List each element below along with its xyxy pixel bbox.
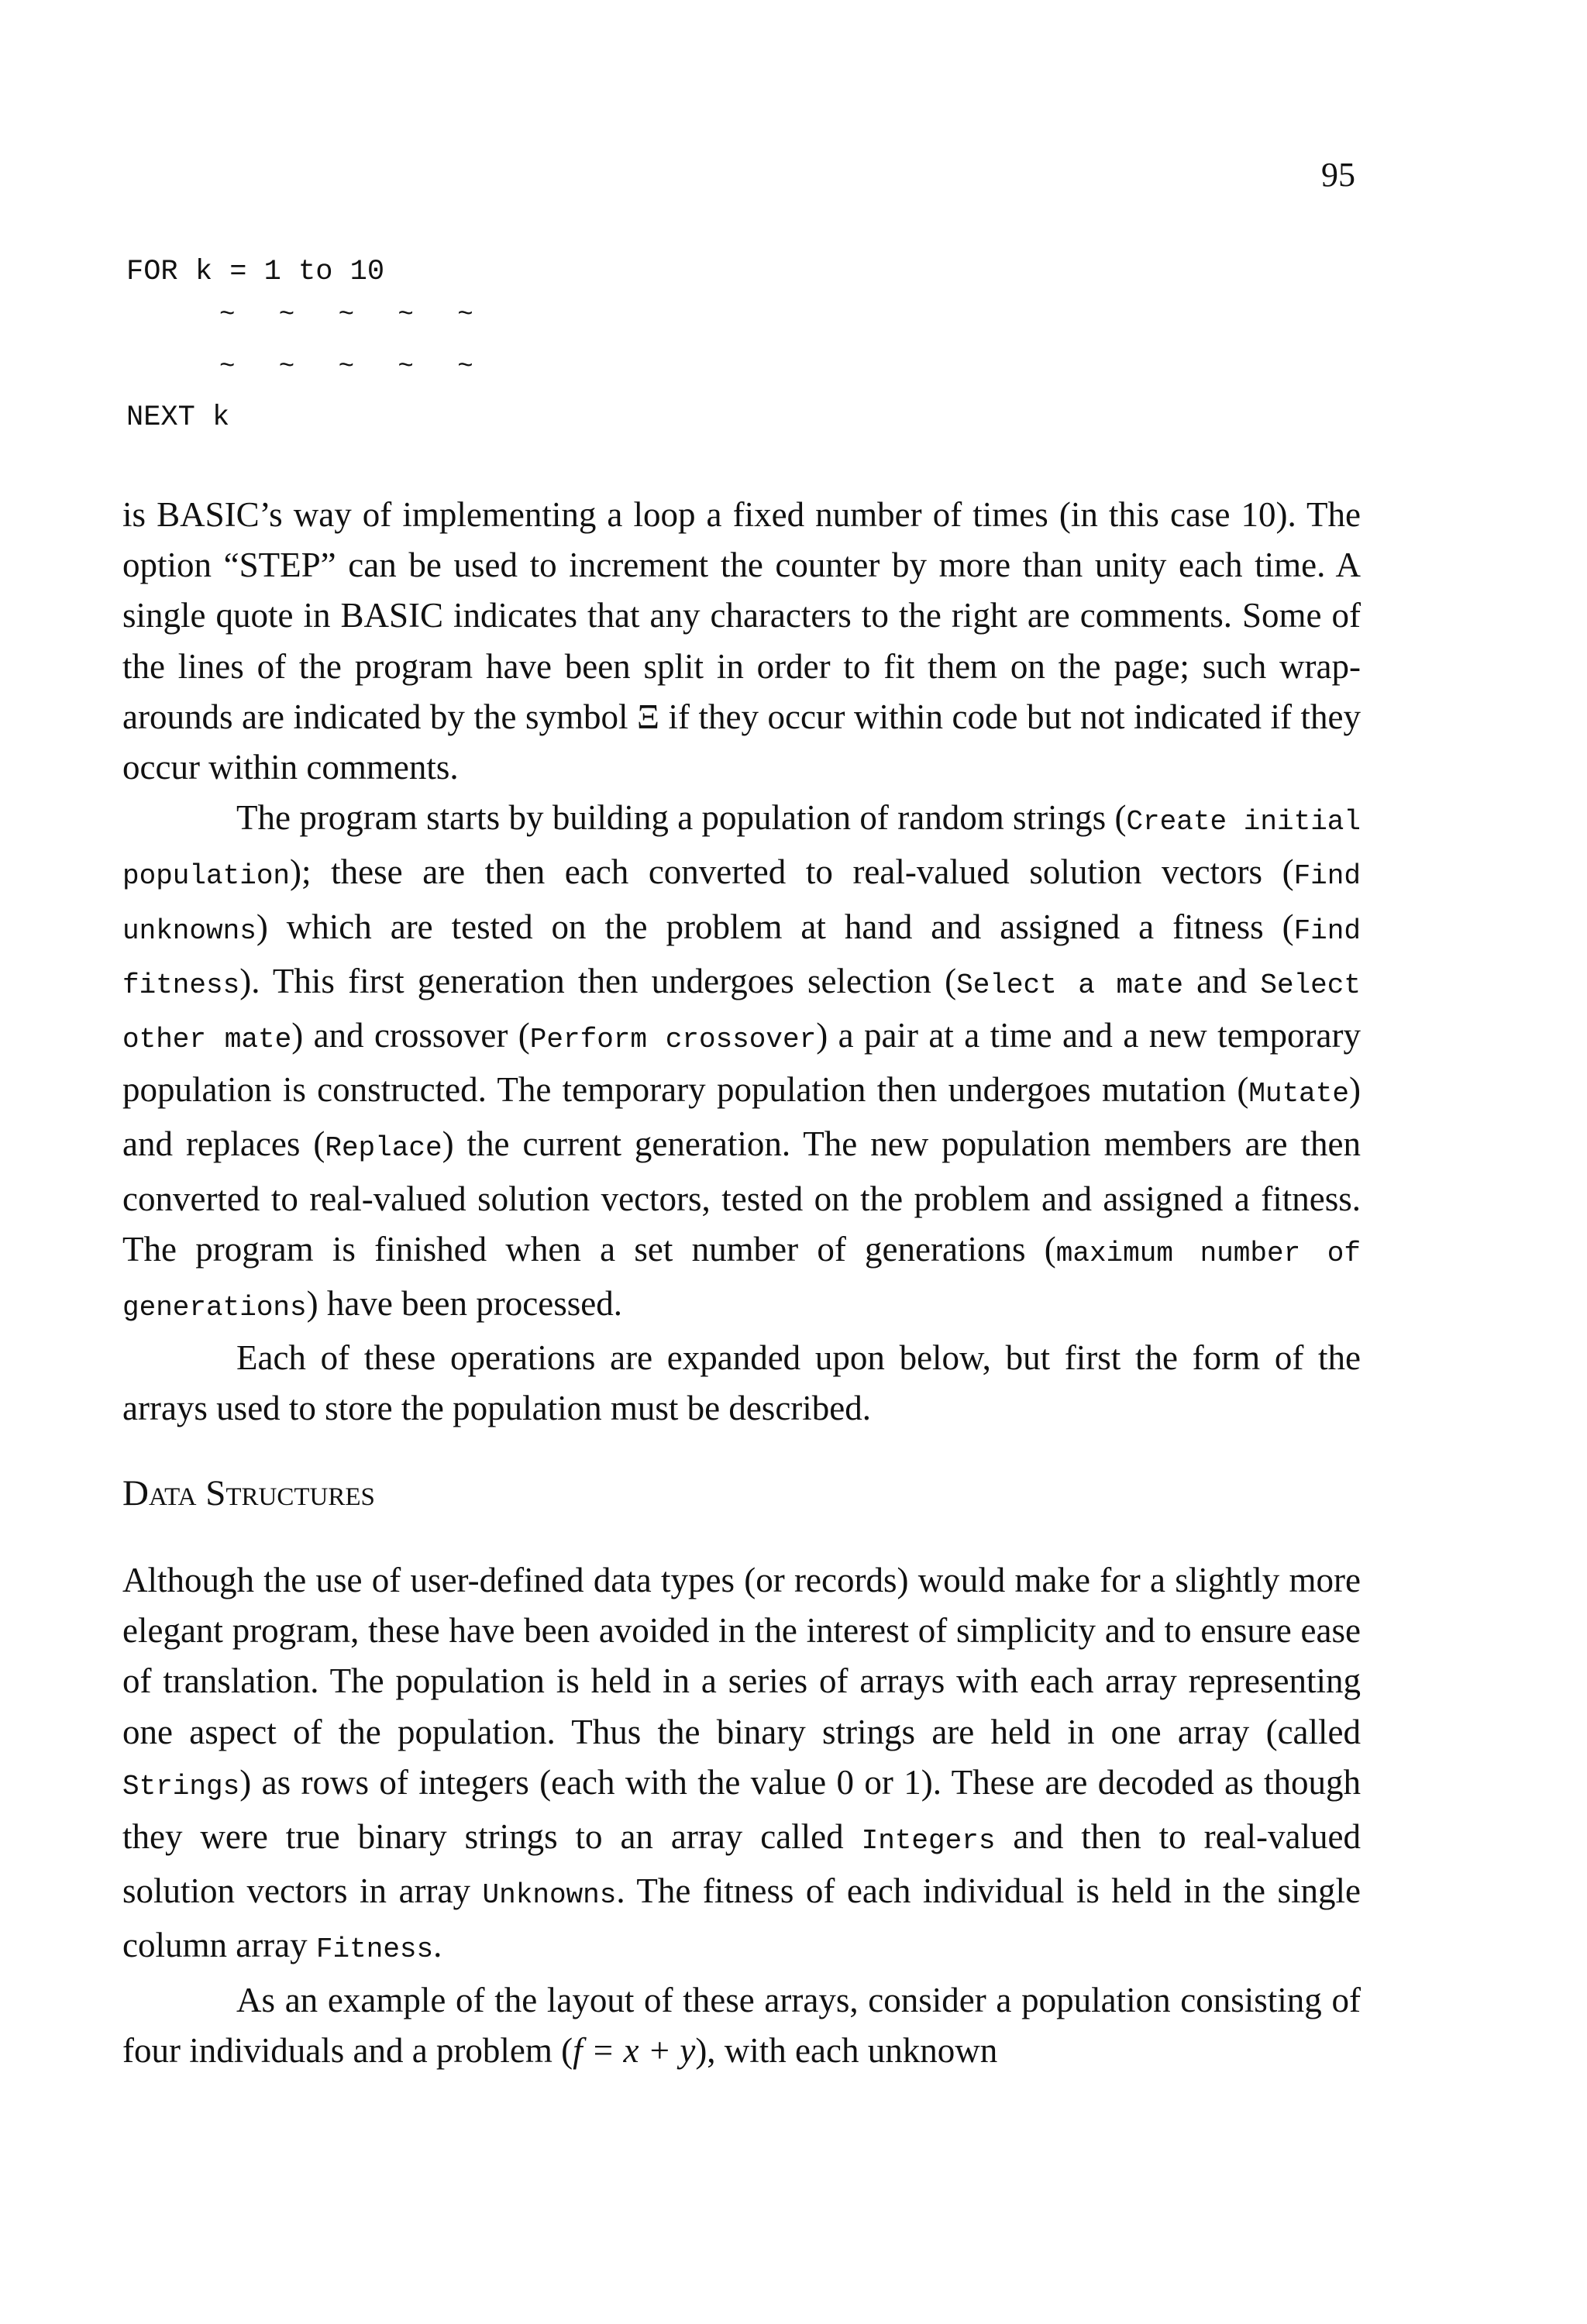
paragraph-expanded-below: Each of these operations are expanded upon below, but first the form of the arrays used to store the population must be described. — [122, 1338, 1361, 1428]
text-segment: ) a pair at a time and a new temporary population is constructed. The temporary population then undergoes mutation ( — [122, 1016, 1361, 1110]
code-placeholder-line-1: ~ ~ ~ ~ ~ — [219, 301, 487, 330]
code-unknowns: Unknowns — [482, 1879, 617, 1912]
code-find-fitness: Find fitness — [122, 914, 1361, 1001]
text-segment: ) the current generation. The new population members are then converted to real-valued solution vectors, tested on the problem and assigned a fitness. The program is finished when a set number of generations ( — [122, 1124, 1361, 1269]
text-segment: ). This first generation then undergoes selection ( — [239, 961, 957, 1000]
code-select-other-mate: Select other mate — [122, 969, 1361, 1056]
text-segment: . — [433, 1926, 442, 1965]
text-segment: ); these are then each converted to real-valued solution vectors ( — [290, 852, 1294, 892]
paragraph-layout-example — [122, 1975, 1361, 2076]
paragraph-loop-explanation: is BASIC’s way of implementing a loop a fixed number of times (in this case 10). The option “STEP” can be used to increment the counter by more than unity each time. A single quote in BASIC indicates that any characters to the right are comments. Some of the lines of the program have been split in order to fit them on the page; such wrap-arounds are indicated by the symbol Ξ if they occur within code but not indicated if they occur within comments. — [122, 495, 1361, 787]
body-text-top — [122, 490, 1361, 1434]
text-segment: ) have been processed. — [306, 1284, 622, 1324]
section-heading: Data Structures — [122, 1473, 375, 1513]
text-segment: Although the use of user-defined data types (or records) would make for a slightly more elegant program, these have been avoided in the interest of simplicity and to ensure ease of translation. The population is held in a series of arrays with each array representing one aspect of the population. Thus the binary strings are held in one array (called — [122, 1561, 1361, 1751]
text-segment: The program starts by building a population of random strings ( — [236, 798, 1127, 838]
code-maximum-number-of-generations: maximum number of generations — [122, 1237, 1362, 1324]
text-segment: and — [1183, 961, 1261, 1000]
text-segment: ), with each unknown — [695, 2030, 998, 2070]
code-perform-crossover: Perform crossover — [529, 1024, 817, 1056]
paragraph-data-structures — [122, 1555, 1361, 1975]
code-next-line: NEXT k — [126, 401, 230, 434]
code-mutate: Mutate — [1248, 1078, 1349, 1110]
text-segment: As an example of the layout of these arrays, consider a population consisting of four individuals and a problem ( — [122, 1980, 1361, 2070]
code-find-unknowns: Find unknowns — [122, 860, 1361, 947]
code-create-initial-population: Create initial population — [122, 806, 1361, 893]
text-segment: ) and replaces ( — [122, 1070, 1361, 1164]
code-placeholder-line-2: ~ ~ ~ ~ ~ — [219, 353, 487, 382]
page-number: 95 — [1321, 156, 1355, 194]
paragraph-program-overview — [122, 793, 1361, 1333]
body-text-bottom — [122, 1555, 1361, 2076]
code-replace: Replace — [325, 1132, 442, 1165]
text-segment: . The fitness of each individual is held in the single column array — [122, 1871, 1361, 1965]
code-select-a-mate: Select a mate — [956, 969, 1183, 1001]
text-segment: and then to real-valued solution vectors in array — [122, 1817, 1361, 1911]
code-fitness: Fitness — [315, 1933, 434, 1966]
text-segment: ) which are tested on the problem at hand and assigned a fitness ( — [256, 907, 1294, 946]
math-expression: f = x + y — [573, 2030, 696, 2070]
text-segment: ) and crossover ( — [291, 1016, 530, 1055]
text-segment: ) as rows of integers (each with the value 0 or 1). These are decoded as though they were true binary strings to an array called — [122, 1762, 1361, 1857]
code-integers: Integers — [861, 1825, 996, 1857]
code-strings: Strings — [122, 1770, 240, 1802]
code-for-line: FOR k = 1 to 10 — [126, 256, 385, 288]
